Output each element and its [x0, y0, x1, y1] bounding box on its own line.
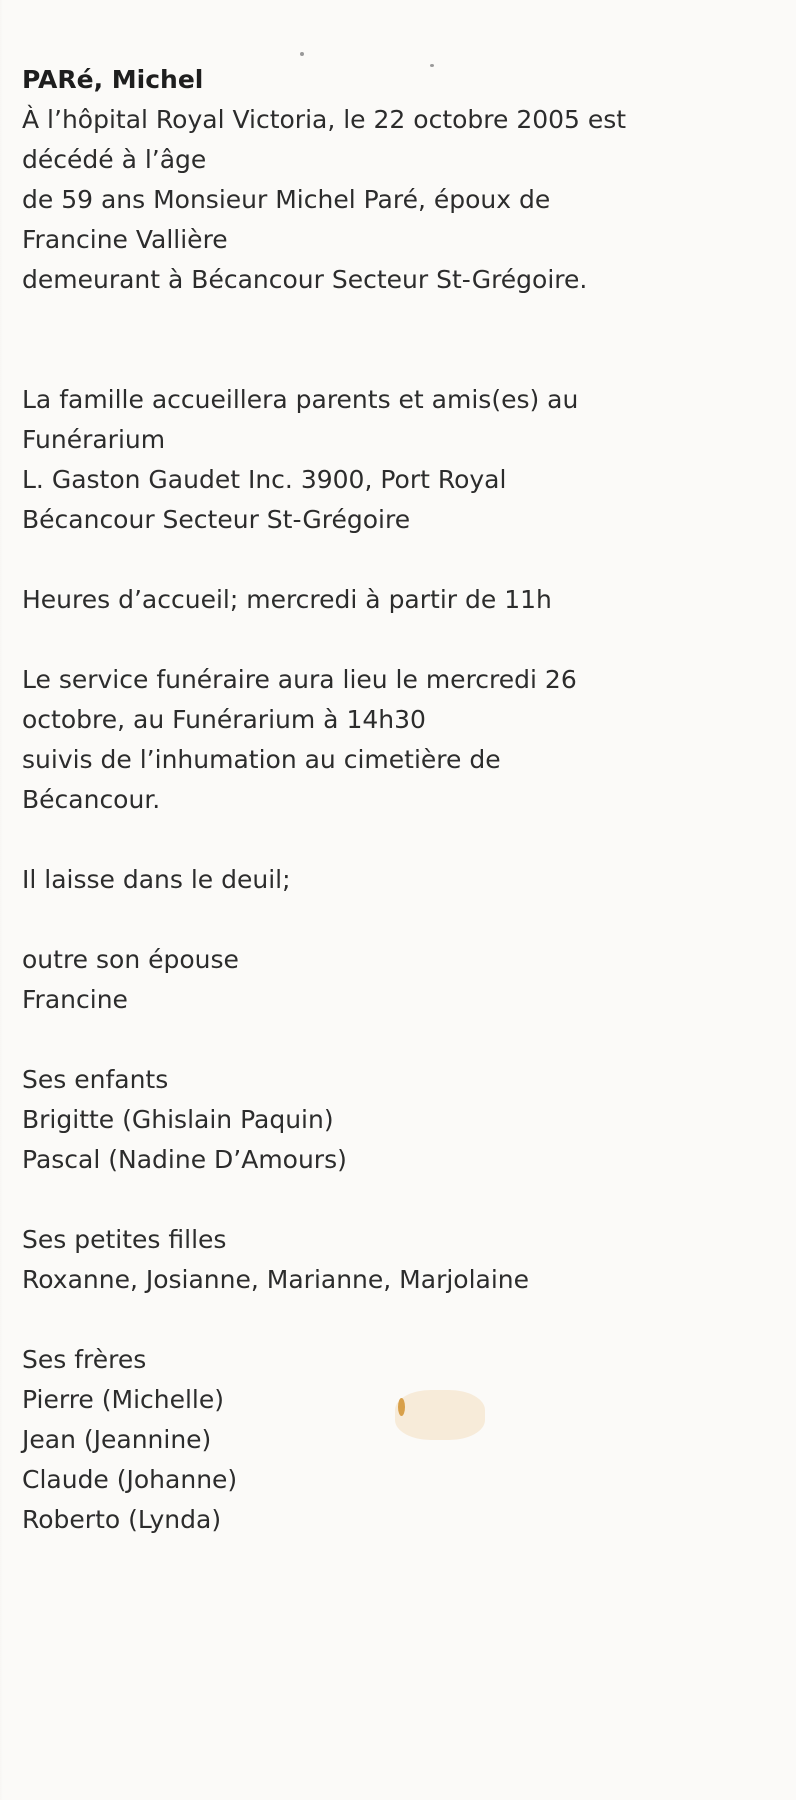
brothers-section [22, 1340, 782, 1540]
visitation-line: La famille accueillera parents et amis(es) au [22, 385, 579, 414]
intro-line: demeurant à Bécancour Secteur St-Grégoire. [22, 265, 588, 294]
service-paragraph [22, 660, 782, 820]
spouse-section [22, 940, 782, 1020]
intro-line: décédé à l’âge [22, 145, 207, 174]
intro-paragraph [22, 100, 782, 300]
service-line: Bécancour. [22, 785, 161, 814]
brother-name: Roberto (Lynda) [22, 1505, 222, 1534]
service-line: Le service funéraire aura lieu le mercredi 26 [22, 665, 577, 694]
visiting-hours: Heures d’accueil; mercredi à partir de 11h [22, 585, 552, 614]
brother-name: Claude (Johanne) [22, 1465, 238, 1494]
mourners-intro: Il laisse dans le deuil; [22, 865, 291, 894]
granddaughters-section [22, 1220, 782, 1300]
deceased-name: PARé, Michel [22, 65, 204, 94]
intro-line: de 59 ans Monsieur Michel Paré, époux de [22, 185, 551, 214]
children-label: Ses enfants [22, 1065, 169, 1094]
intro-line: Francine Vallière [22, 225, 228, 254]
spouse-name: Francine [22, 985, 128, 1014]
granddaughters-names: Roxanne, Josianne, Marianne, Marjolaine [22, 1265, 530, 1294]
service-line: octobre, au Funérarium à 14h30 [22, 705, 426, 734]
obituary-text [22, 60, 782, 1540]
service-line: suivis de l’inhumation au cimetière de [22, 745, 501, 774]
brother-name: Jean (Jeannine) [22, 1425, 212, 1454]
paper-speck [300, 52, 304, 56]
visitation-line: L. Gaston Gaudet Inc. 3900, Port Royal [22, 465, 507, 494]
child-name: Pascal (Nadine D’Amours) [22, 1145, 347, 1174]
spouse-label: outre son épouse [22, 945, 239, 974]
children-section [22, 1060, 782, 1180]
visitation-line: Bécancour Secteur St-Grégoire [22, 505, 411, 534]
intro-line: À l’hôpital Royal Victoria, le 22 octobre 2005 est [22, 105, 627, 134]
child-name: Brigitte (Ghislain Paquin) [22, 1105, 334, 1134]
granddaughters-label: Ses petites filles [22, 1225, 227, 1254]
visitation-paragraph [22, 380, 782, 540]
brother-name: Pierre (Michelle) [22, 1385, 225, 1414]
brothers-label: Ses frères [22, 1345, 147, 1374]
visitation-line: Funérarium [22, 425, 166, 454]
